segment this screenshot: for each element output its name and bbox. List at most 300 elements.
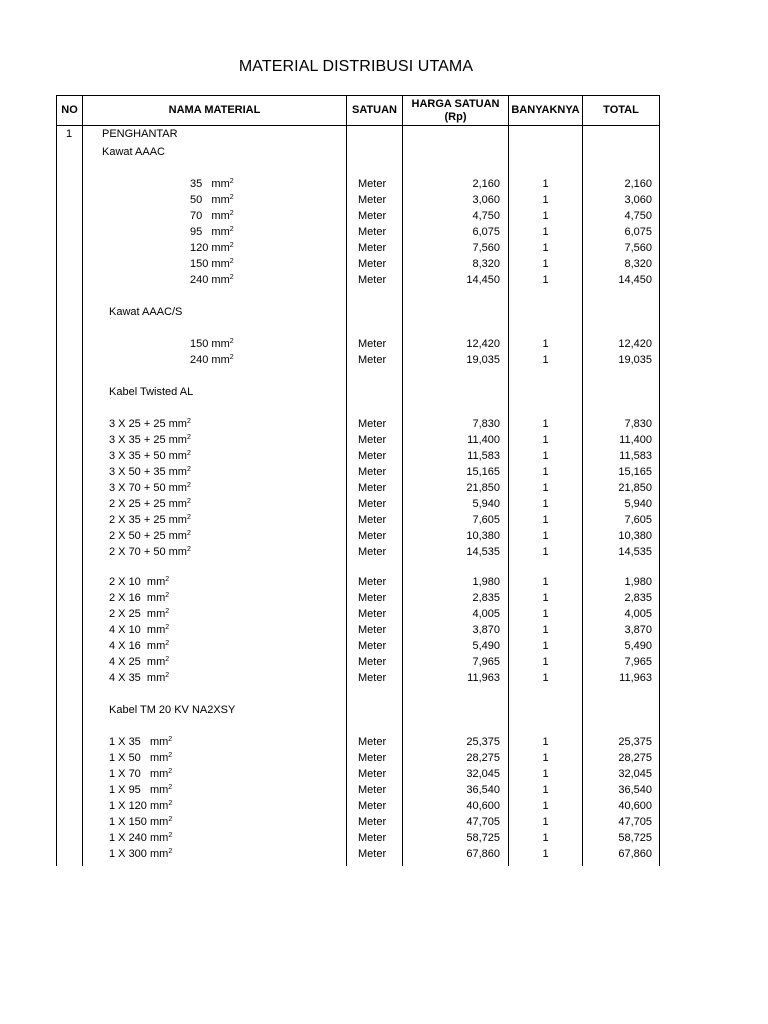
material-name	[83, 734, 347, 750]
empty-cell	[57, 192, 83, 208]
material-name-text: 3 X 50 + 35 mm	[109, 466, 187, 478]
table-header-row	[57, 96, 660, 126]
unit: Meter	[347, 176, 403, 192]
unit: Meter	[347, 416, 403, 432]
empty-cell	[57, 638, 83, 654]
empty-cell	[57, 766, 83, 782]
unit: Meter	[347, 734, 403, 750]
empty-cell	[403, 142, 509, 162]
quantity: 1	[509, 192, 583, 208]
unit: Meter	[347, 750, 403, 766]
quantity: 1	[509, 432, 583, 448]
material-name-text: 3 X 35 + 50 mm	[109, 450, 187, 462]
total: 40,600	[583, 798, 660, 814]
quantity: 1	[509, 654, 583, 670]
empty-cell	[57, 814, 83, 830]
empty-cell	[57, 432, 83, 448]
empty-cell	[347, 382, 403, 402]
material-name	[83, 528, 347, 544]
quantity: 1	[509, 750, 583, 766]
empty-cell	[57, 846, 83, 862]
total: 6,075	[583, 224, 660, 240]
spacer-row	[57, 322, 660, 336]
empty-cell	[347, 322, 403, 336]
total: 4,750	[583, 208, 660, 224]
empty-cell	[57, 416, 83, 432]
unit: Meter	[347, 846, 403, 862]
material-name-text: 150 mm	[190, 258, 230, 270]
unit-superscript: 2	[165, 672, 170, 679]
unit-price: 32,045	[403, 766, 509, 782]
total: 4,005	[583, 606, 660, 622]
spacer-row	[57, 288, 660, 302]
unit-price: 6,075	[403, 224, 509, 240]
unit: Meter	[347, 638, 403, 654]
material-name	[83, 448, 347, 464]
unit-superscript: 2	[168, 784, 173, 791]
material-name	[83, 224, 347, 240]
total: 11,583	[583, 448, 660, 464]
material-name-text: 1 X 240 mm	[109, 832, 169, 844]
quantity: 1	[509, 830, 583, 846]
empty-cell	[509, 322, 583, 336]
table-row	[57, 782, 660, 798]
table-end-spacer	[57, 862, 660, 866]
spacer-row	[57, 720, 660, 734]
category-row	[57, 382, 660, 402]
unit-superscript: 2	[229, 242, 234, 249]
total: 5,490	[583, 638, 660, 654]
empty-cell	[83, 402, 347, 416]
unit: Meter	[347, 528, 403, 544]
header-total: TOTAL	[583, 96, 660, 126]
material-name-text: 3 X 25 + 25 mm	[109, 418, 187, 430]
table-body	[57, 126, 660, 863]
empty-cell	[509, 142, 583, 162]
header-banyaknya: BANYAKNYA	[509, 96, 583, 126]
unit: Meter	[347, 208, 403, 224]
empty-cell	[403, 560, 509, 574]
empty-cell	[403, 322, 509, 336]
material-name	[83, 846, 347, 862]
material-name	[83, 432, 347, 448]
unit: Meter	[347, 814, 403, 830]
unit: Meter	[347, 512, 403, 528]
material-name	[83, 256, 347, 272]
table-row	[57, 734, 660, 750]
total: 7,605	[583, 512, 660, 528]
material-name-text: 3 X 35 + 25 mm	[109, 434, 187, 446]
unit: Meter	[347, 670, 403, 686]
quantity: 1	[509, 574, 583, 590]
unit: Meter	[347, 480, 403, 496]
quantity: 1	[509, 846, 583, 862]
empty-cell	[57, 352, 83, 368]
quantity: 1	[509, 448, 583, 464]
table-row	[57, 544, 660, 560]
empty-cell	[403, 368, 509, 382]
empty-cell	[583, 382, 660, 402]
material-name	[83, 416, 347, 432]
material-name-text: 1 X 50 mm	[109, 752, 169, 764]
material-name-text: 4 X 10 mm	[109, 624, 166, 636]
total: 1,980	[583, 574, 660, 590]
quantity: 1	[509, 798, 583, 814]
empty-cell	[509, 686, 583, 700]
empty-cell	[57, 606, 83, 622]
unit-price: 25,375	[403, 734, 509, 750]
table-row	[57, 352, 660, 368]
empty-cell	[57, 382, 83, 402]
spacer-row	[57, 686, 660, 700]
table-row	[57, 638, 660, 654]
empty-cell	[57, 402, 83, 416]
empty-cell	[583, 142, 660, 162]
group-name: PENGHANTAR	[83, 126, 347, 143]
table-row	[57, 814, 660, 830]
table-row	[57, 272, 660, 288]
unit-superscript: 2	[229, 258, 234, 265]
quantity: 1	[509, 416, 583, 432]
table-row	[57, 798, 660, 814]
quantity: 1	[509, 176, 583, 192]
unit-price: 7,830	[403, 416, 509, 432]
unit-price: 7,965	[403, 654, 509, 670]
category-row	[57, 142, 660, 162]
unit-superscript: 2	[168, 848, 173, 855]
table-row	[57, 496, 660, 512]
empty-cell	[57, 560, 83, 574]
category-name: Kabel TM 20 KV NA2XSY	[83, 700, 347, 720]
unit-price: 3,870	[403, 622, 509, 638]
unit-price: 4,005	[403, 606, 509, 622]
quantity: 1	[509, 208, 583, 224]
empty-cell	[57, 622, 83, 638]
header-nama-material: NAMA MATERIAL	[83, 96, 347, 126]
table-row	[57, 176, 660, 192]
empty-cell	[509, 368, 583, 382]
unit-superscript: 2	[186, 498, 191, 505]
material-name	[83, 750, 347, 766]
empty-cell	[347, 560, 403, 574]
unit-superscript: 2	[229, 338, 234, 345]
empty-cell	[403, 302, 509, 322]
quantity: 1	[509, 272, 583, 288]
quantity: 1	[509, 782, 583, 798]
category-row	[57, 302, 660, 322]
table-row	[57, 654, 660, 670]
empty-cell	[509, 288, 583, 302]
table-row	[57, 464, 660, 480]
unit-price: 2,160	[403, 176, 509, 192]
unit-superscript: 2	[229, 178, 234, 185]
quantity: 1	[509, 544, 583, 560]
unit-price: 3,060	[403, 192, 509, 208]
empty-cell	[347, 302, 403, 322]
empty-cell	[83, 322, 347, 336]
unit: Meter	[347, 224, 403, 240]
unit-price: 28,275	[403, 750, 509, 766]
material-name-text: 2 X 35 + 25 mm	[109, 514, 187, 526]
material-name	[83, 574, 347, 590]
empty-cell	[347, 686, 403, 700]
unit-superscript: 2	[186, 514, 191, 521]
total: 67,860	[583, 846, 660, 862]
empty-cell	[57, 464, 83, 480]
unit-price: 2,835	[403, 590, 509, 606]
unit-superscript: 2	[229, 210, 234, 217]
table-row	[57, 256, 660, 272]
empty-cell	[403, 126, 509, 143]
empty-cell	[57, 670, 83, 686]
unit: Meter	[347, 352, 403, 368]
material-name	[83, 480, 347, 496]
quantity: 1	[509, 240, 583, 256]
empty-cell	[57, 162, 83, 176]
table-row	[57, 448, 660, 464]
unit-price: 19,035	[403, 352, 509, 368]
empty-cell	[57, 590, 83, 606]
material-name-text: 50 mm	[190, 194, 230, 206]
material-name	[83, 496, 347, 512]
table-row	[57, 622, 660, 638]
page-title: MATERIAL DISTRIBUSI UTAMA	[238, 58, 474, 75]
total: 8,320	[583, 256, 660, 272]
material-name	[83, 830, 347, 846]
empty-cell	[57, 654, 83, 670]
unit-superscript: 2	[186, 546, 191, 553]
quantity: 1	[509, 670, 583, 686]
quantity: 1	[509, 480, 583, 496]
empty-cell	[583, 560, 660, 574]
empty-cell	[347, 402, 403, 416]
empty-cell	[57, 496, 83, 512]
material-name-text: 95 mm	[190, 226, 230, 238]
empty-cell	[509, 720, 583, 734]
empty-cell	[57, 512, 83, 528]
quantity: 1	[509, 512, 583, 528]
empty-cell	[57, 272, 83, 288]
unit: Meter	[347, 798, 403, 814]
unit-superscript: 2	[165, 640, 170, 647]
empty-cell	[83, 560, 347, 574]
empty-cell	[347, 720, 403, 734]
unit: Meter	[347, 606, 403, 622]
unit-price: 67,860	[403, 846, 509, 862]
table-row	[57, 750, 660, 766]
material-name-text: 1 X 300 mm	[109, 848, 169, 860]
empty-cell	[347, 368, 403, 382]
unit: Meter	[347, 496, 403, 512]
material-name-text: 240 mm	[190, 354, 230, 366]
empty-cell	[583, 368, 660, 382]
total: 25,375	[583, 734, 660, 750]
empty-cell	[403, 382, 509, 402]
material-name-text: 1 X 35 mm	[109, 736, 169, 748]
table-row	[57, 208, 660, 224]
total: 28,275	[583, 750, 660, 766]
quantity: 1	[509, 336, 583, 352]
empty-cell	[57, 208, 83, 224]
unit: Meter	[347, 336, 403, 352]
unit: Meter	[347, 256, 403, 272]
empty-cell	[347, 162, 403, 176]
group-row	[57, 126, 660, 143]
quantity: 1	[509, 622, 583, 638]
unit-superscript: 2	[165, 656, 170, 663]
empty-cell	[57, 782, 83, 798]
empty-cell	[57, 574, 83, 590]
empty-cell	[83, 686, 347, 700]
material-name	[83, 464, 347, 480]
header-satuan: SATUAN	[347, 96, 403, 126]
unit-price: 11,583	[403, 448, 509, 464]
empty-cell	[83, 288, 347, 302]
unit-price: 7,560	[403, 240, 509, 256]
quantity: 1	[509, 496, 583, 512]
unit-superscript: 2	[165, 592, 170, 599]
material-name	[83, 622, 347, 638]
unit-price: 7,605	[403, 512, 509, 528]
total: 11,963	[583, 670, 660, 686]
unit: Meter	[347, 622, 403, 638]
quantity: 1	[509, 528, 583, 544]
unit-superscript: 2	[186, 530, 191, 537]
unit-price: 4,750	[403, 208, 509, 224]
unit-price: 1,980	[403, 574, 509, 590]
empty-cell	[57, 336, 83, 352]
material-name	[83, 606, 347, 622]
empty-cell	[83, 368, 347, 382]
material-name	[83, 766, 347, 782]
empty-cell	[403, 288, 509, 302]
unit-superscript: 2	[168, 752, 173, 759]
empty-cell	[403, 720, 509, 734]
total: 19,035	[583, 352, 660, 368]
empty-cell	[57, 448, 83, 464]
unit-superscript: 2	[186, 434, 191, 441]
material-name-text: 4 X 16 mm	[109, 640, 166, 652]
empty-cell	[509, 402, 583, 416]
unit: Meter	[347, 782, 403, 798]
material-name-text: 4 X 35 mm	[109, 672, 166, 684]
table-row	[57, 590, 660, 606]
material-name-text: 1 X 70 mm	[109, 768, 169, 780]
table-row	[57, 670, 660, 686]
unit: Meter	[347, 432, 403, 448]
unit-price: 11,400	[403, 432, 509, 448]
unit-superscript: 2	[168, 736, 173, 743]
empty-cell	[57, 700, 83, 720]
empty-cell	[403, 162, 509, 176]
quantity: 1	[509, 590, 583, 606]
table-row	[57, 240, 660, 256]
unit-price: 11,963	[403, 670, 509, 686]
total: 2,160	[583, 176, 660, 192]
unit: Meter	[347, 766, 403, 782]
total: 7,965	[583, 654, 660, 670]
empty-cell	[57, 544, 83, 560]
category-name: Kawat AAAC	[83, 142, 347, 162]
header-no: NO	[57, 96, 83, 126]
quantity: 1	[509, 352, 583, 368]
table-row	[57, 512, 660, 528]
total: 14,450	[583, 272, 660, 288]
spacer-row	[57, 560, 660, 574]
quantity: 1	[509, 606, 583, 622]
unit-price: 47,705	[403, 814, 509, 830]
unit: Meter	[347, 240, 403, 256]
table-row	[57, 830, 660, 846]
material-name	[83, 638, 347, 654]
empty-cell	[57, 686, 83, 700]
quantity: 1	[509, 464, 583, 480]
total: 47,705	[583, 814, 660, 830]
material-name	[83, 192, 347, 208]
material-table	[56, 95, 660, 866]
unit: Meter	[347, 590, 403, 606]
empty-cell	[57, 750, 83, 766]
table-row	[57, 192, 660, 208]
empty-cell	[83, 720, 347, 734]
unit: Meter	[347, 830, 403, 846]
unit-superscript: 2	[168, 816, 173, 823]
table-row	[57, 224, 660, 240]
empty-cell	[347, 700, 403, 720]
material-name	[83, 176, 347, 192]
material-name-text: 2 X 70 + 50 mm	[109, 546, 187, 558]
unit-price: 14,450	[403, 272, 509, 288]
total: 12,420	[583, 336, 660, 352]
spacer-row	[57, 402, 660, 416]
empty-cell	[583, 720, 660, 734]
total: 21,850	[583, 480, 660, 496]
empty-cell	[583, 686, 660, 700]
unit-price: 21,850	[403, 480, 509, 496]
quantity: 1	[509, 638, 583, 654]
unit: Meter	[347, 192, 403, 208]
unit: Meter	[347, 544, 403, 560]
material-name-text: 70 mm	[190, 210, 230, 222]
material-name	[83, 654, 347, 670]
material-name-text: 120 mm	[190, 242, 230, 254]
unit-superscript: 2	[229, 194, 234, 201]
empty-cell	[57, 224, 83, 240]
unit-superscript: 2	[168, 800, 173, 807]
empty-cell	[509, 560, 583, 574]
total: 14,535	[583, 544, 660, 560]
total: 7,830	[583, 416, 660, 432]
category-name: Kabel Twisted AL	[83, 382, 347, 402]
unit: Meter	[347, 464, 403, 480]
empty-cell	[403, 700, 509, 720]
empty-cell	[57, 240, 83, 256]
material-name	[83, 272, 347, 288]
unit-price: 10,380	[403, 528, 509, 544]
category-name: Kawat AAAC/S	[83, 302, 347, 322]
total: 10,380	[583, 528, 660, 544]
material-name	[83, 782, 347, 798]
empty-cell	[57, 256, 83, 272]
unit-superscript: 2	[165, 608, 170, 615]
total: 15,165	[583, 464, 660, 480]
material-name-text: 1 X 95 mm	[109, 784, 169, 796]
table-row	[57, 846, 660, 862]
material-name-text: 150 mm	[190, 338, 230, 350]
material-name	[83, 544, 347, 560]
unit: Meter	[347, 654, 403, 670]
total: 2,835	[583, 590, 660, 606]
